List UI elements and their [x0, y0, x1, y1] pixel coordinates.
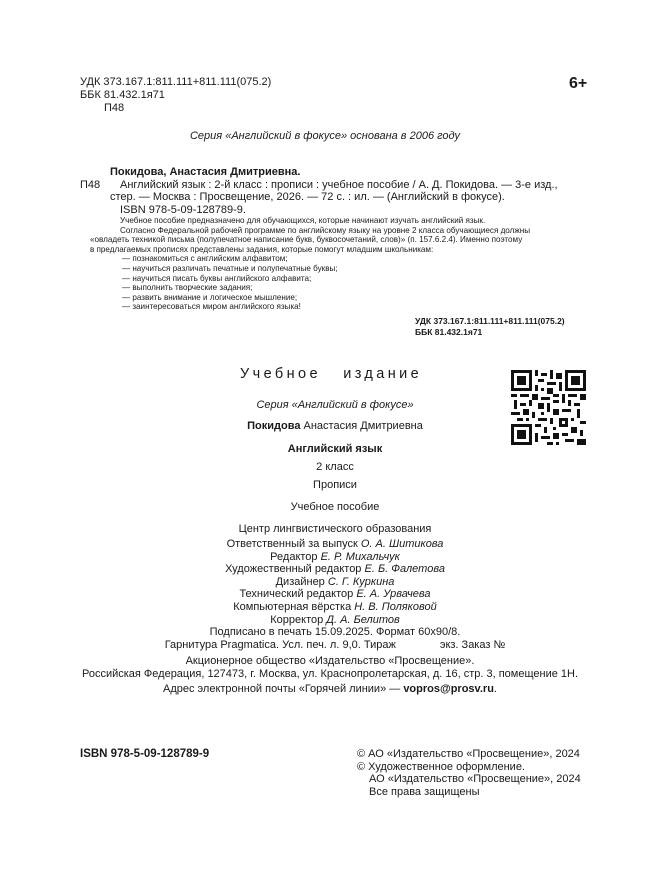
classification-block-right: [415, 316, 565, 338]
book-type: Прописи: [313, 479, 357, 491]
isbn: ISBN 978-5-09-128789-9: [80, 748, 210, 760]
credit-line: Ответственный за выпуск О. А. Шитикова: [226, 538, 444, 550]
credit-line: Художественный редактор Е. Б. Фалетова: [225, 563, 445, 576]
bbk-code: ББК 81.432.1я71: [80, 89, 165, 101]
credit-line: Редактор Е. Р. Михальчук: [270, 550, 400, 563]
credit-line: Компьютерная вёрстка Н. В. Поляковой: [233, 600, 437, 613]
record-continuation: стер. — Москва : Просвещение, 2026. — 72 с. : ил. — (Английский в фокусе).: [110, 191, 505, 203]
goal-item: — познакомиться с английским алфавитом;: [122, 254, 288, 264]
publisher-info: [80, 655, 580, 680]
author-names: Анастасия Дмитриевна: [300, 420, 423, 432]
bibliographic-record: [80, 166, 595, 216]
credit-line: Технический редактор Е. А. Урвачева: [239, 588, 431, 601]
goal-item: — научиться различать печатные и полупечатные буквы;: [122, 263, 338, 273]
series-founded-note: Серия «Английский в фокусе» основана в 2006 году: [189, 130, 460, 142]
annotation-paragraph: «овладеть техникой письма (полупечатное написание букв, буквосочетаний, слов)» (п. 157.6.2.4). Именно поэтому: [90, 235, 523, 245]
annotation-intro: Учебное пособие предназначено для обучающихся, которые начинают изучать английский язык.: [120, 216, 486, 225]
publisher-name: Акционерное общество «Издательство «Просвещение».: [185, 655, 475, 667]
credit-line: Дизайнер С. Г. Куркина: [275, 575, 395, 588]
goal-item: — развить внимание и логическое мышление;: [122, 292, 298, 302]
udk-code: УДК 373.167.1:811.111+811.111(075.2): [415, 316, 565, 326]
copyright-line: © Художественное оформление.: [357, 760, 525, 773]
purpose: Учебное пособие: [290, 501, 380, 513]
author-surname: Покидова: [247, 420, 301, 432]
print-line: Гарнитура Pragmatica. Усл. печ. л. 9,0. Тираж экз. Заказ №: [164, 638, 506, 651]
udk-code: УДК 373.167.1:811.111+811.111(075.2): [80, 76, 272, 88]
author-sign: П48: [104, 102, 125, 114]
publishing-center: Центр лингвистического образования: [238, 523, 432, 535]
hotline-email-link[interactable]: vopros@prosv.ru: [403, 683, 494, 695]
record-isbn: ISBN 978-5-09-128789-9.: [120, 203, 246, 216]
qr-code-icon: [511, 370, 586, 445]
bbk-code: ББК 81.432.1я71: [415, 327, 483, 337]
print-line: Подписано в печать 15.09.2025. Формат 60x90/8.: [209, 626, 461, 638]
edition-type: Учебное издание: [240, 366, 423, 382]
credits: [150, 538, 520, 626]
credit-line: Корректор Д. А. Белитов: [270, 613, 400, 626]
record-author: Покидова, Анастасия Дмитриевна.: [110, 166, 301, 178]
goal-item: — выполнить творческие задания;: [122, 283, 253, 293]
record-title: Английский язык : 2-й класс : прописи : учебное пособие / А. Д. Покидова. — 3-е изд.,: [120, 178, 558, 191]
annotation: [90, 216, 600, 312]
copyright-line: © АО «Издательство «Просвещение», 2024: [357, 748, 580, 760]
series-title: Серия «Английский в фокусе»: [256, 399, 414, 411]
goal-item: — научиться писать буквы английского алфавита;: [122, 273, 312, 283]
hotline: Адрес электронной почты «Горячей линии» — vopros@prosv.ru.: [163, 683, 497, 695]
annotation-paragraph: Согласно Федеральной рабочей программе по английскому языку на уровне 2 класса обучающиеся должны: [120, 225, 531, 235]
publisher-address: Российская Федерация, 127473, г. Москва, ул. Краснопролетарская, д. 16, стр. 3, помещение 1Н.: [81, 667, 579, 680]
classification-block-top: [80, 76, 271, 115]
grade: 2 класс: [316, 461, 354, 473]
copyright-line: АО «Издательство «Просвещение», 2024: [369, 773, 581, 786]
age-rating: 6+: [569, 75, 588, 92]
copyright-block: [357, 748, 581, 798]
annotation-paragraph: в предлагаемых прописях представлены задания, которые помогут младшим школьникам:: [90, 244, 434, 254]
subject: Английский язык: [287, 443, 383, 455]
record-code: П48: [80, 178, 101, 191]
print-info: [100, 626, 570, 651]
goal-item: — заинтересоваться миром английского языка!: [122, 302, 301, 312]
author-full: [150, 420, 520, 432]
copyright-line: Все права защищены: [369, 785, 480, 798]
